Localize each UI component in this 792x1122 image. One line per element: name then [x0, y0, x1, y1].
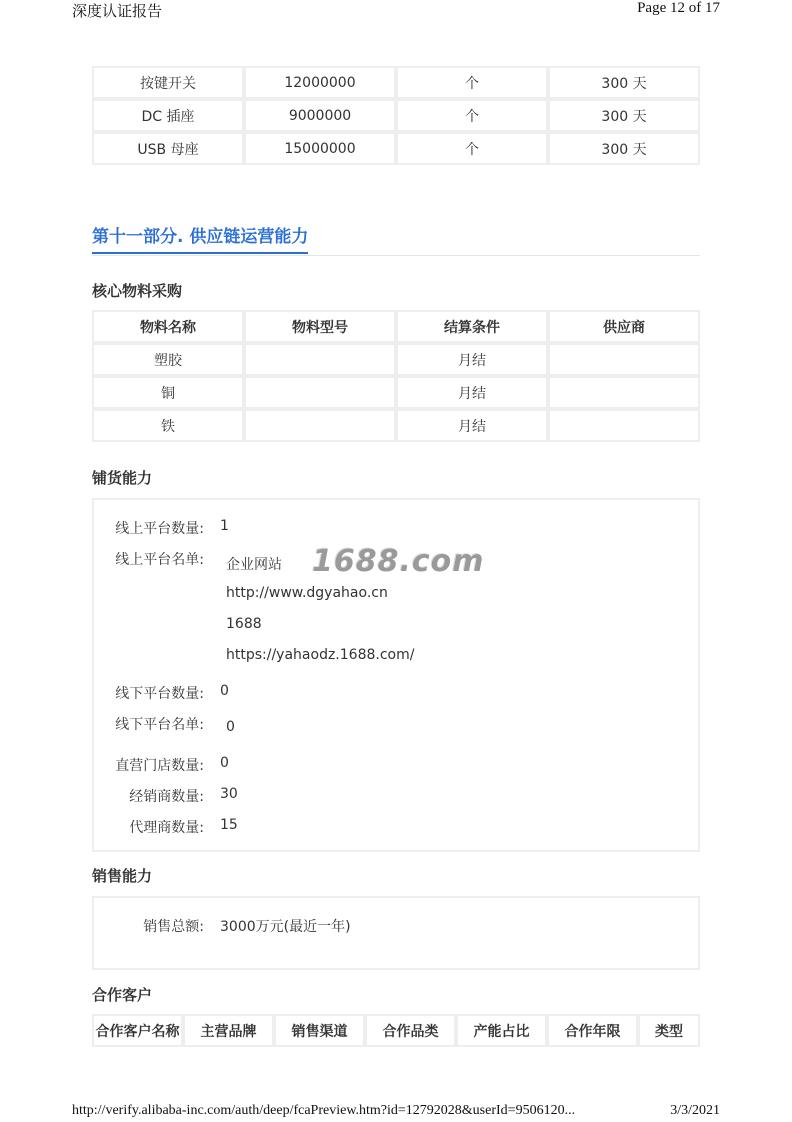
- offline-names-label: 线下平台名单:: [115, 717, 204, 733]
- sales-title: 销售能力: [92, 867, 153, 885]
- offline-count-value: 0: [220, 683, 229, 699]
- online-name-item: 企业网站: [226, 557, 282, 573]
- online-name-item: http://www.dgyahao.cn: [226, 585, 388, 601]
- online-names-label: 线上平台名单:: [115, 552, 204, 568]
- table-cell: 个: [396, 66, 548, 99]
- column-header: 产能占比: [456, 1014, 547, 1047]
- table-row: [92, 99, 700, 132]
- materials-table: [92, 310, 700, 442]
- table-cell: 个: [396, 99, 548, 132]
- table-cell: 15000000: [244, 132, 396, 165]
- print-footer-date: 3/3/2021: [670, 1103, 720, 1118]
- table-cell: 个: [396, 132, 548, 165]
- table-cell: 按键开关: [92, 66, 244, 99]
- table-cell: 300 天: [548, 132, 700, 165]
- table-cell: 9000000: [244, 99, 396, 132]
- table-row: [92, 376, 700, 409]
- section-divider: [92, 255, 700, 256]
- materials-title: 核心物料采购: [92, 282, 183, 300]
- sales-total-label: 销售总额:: [143, 919, 204, 935]
- table-row: [92, 409, 700, 442]
- table-cell: [244, 409, 396, 442]
- table-cell: 铁: [92, 409, 244, 442]
- offline-count-label: 线下平台数量:: [115, 686, 204, 702]
- stores-label: 直营门店数量:: [115, 758, 204, 774]
- online-count-value: 1: [220, 518, 229, 534]
- table-header-row: [92, 1014, 700, 1047]
- table-cell: 塑胶: [92, 343, 244, 376]
- table-cell: [548, 343, 700, 376]
- customers-table: [92, 1014, 700, 1047]
- table-row: [92, 66, 700, 99]
- print-header-page-number: Page 12 of 17: [637, 0, 720, 16]
- table-cell: 月结: [396, 343, 548, 376]
- online-name-item: 1688: [226, 616, 262, 632]
- section-title: 第十一部分. 供应链运营能力: [92, 222, 308, 254]
- column-header: 供应商: [548, 310, 700, 343]
- agents-label: 代理商数量:: [129, 820, 204, 836]
- column-header: 销售渠道: [274, 1014, 365, 1047]
- table-cell: DC 插座: [92, 99, 244, 132]
- online-name-item: https://yahaodz.1688.com/: [226, 647, 415, 663]
- table-cell: 12000000: [244, 66, 396, 99]
- table-row: [92, 132, 700, 165]
- table-cell: 300 天: [548, 66, 700, 99]
- column-header: 合作客户名称: [92, 1014, 183, 1047]
- capacity-table: [92, 66, 700, 165]
- agents-value: 15: [220, 817, 238, 833]
- online-count-label: 线上平台数量:: [115, 521, 204, 537]
- table-cell: 铜: [92, 376, 244, 409]
- column-header: 合作年限: [547, 1014, 638, 1047]
- distribution-title: 铺货能力: [92, 469, 153, 487]
- column-header: 主营品牌: [183, 1014, 274, 1047]
- table-row: [92, 343, 700, 376]
- offline-names-value: 0: [226, 719, 235, 735]
- print-header-title: 深度认证报告: [72, 4, 163, 20]
- customers-title: 合作客户: [92, 986, 153, 1004]
- table-cell: [244, 343, 396, 376]
- dealers-value: 30: [220, 786, 238, 802]
- table-cell: 月结: [396, 376, 548, 409]
- print-footer-url: http://verify.alibaba-inc.com/auth/deep/fcaPreview.htm?id=12792028&userId=9506120...: [72, 1103, 576, 1118]
- column-header: 类型: [638, 1014, 700, 1047]
- table-cell: 300 天: [548, 99, 700, 132]
- table-cell: [548, 409, 700, 442]
- stores-value: 0: [220, 755, 229, 771]
- column-header: 物料名称: [92, 310, 244, 343]
- table-cell: USB 母座: [92, 132, 244, 165]
- table-cell: 月结: [396, 409, 548, 442]
- table-cell: [244, 376, 396, 409]
- watermark-logo: 1688.com: [312, 544, 485, 579]
- column-header: 物料型号: [244, 310, 396, 343]
- table-cell: [548, 376, 700, 409]
- column-header: 合作品类: [365, 1014, 456, 1047]
- sales-total-value: 3000万元(最近一年): [220, 919, 351, 935]
- dealers-label: 经销商数量:: [129, 789, 204, 805]
- column-header: 结算条件: [396, 310, 548, 343]
- sales-panel: [92, 896, 700, 970]
- table-header-row: [92, 310, 700, 343]
